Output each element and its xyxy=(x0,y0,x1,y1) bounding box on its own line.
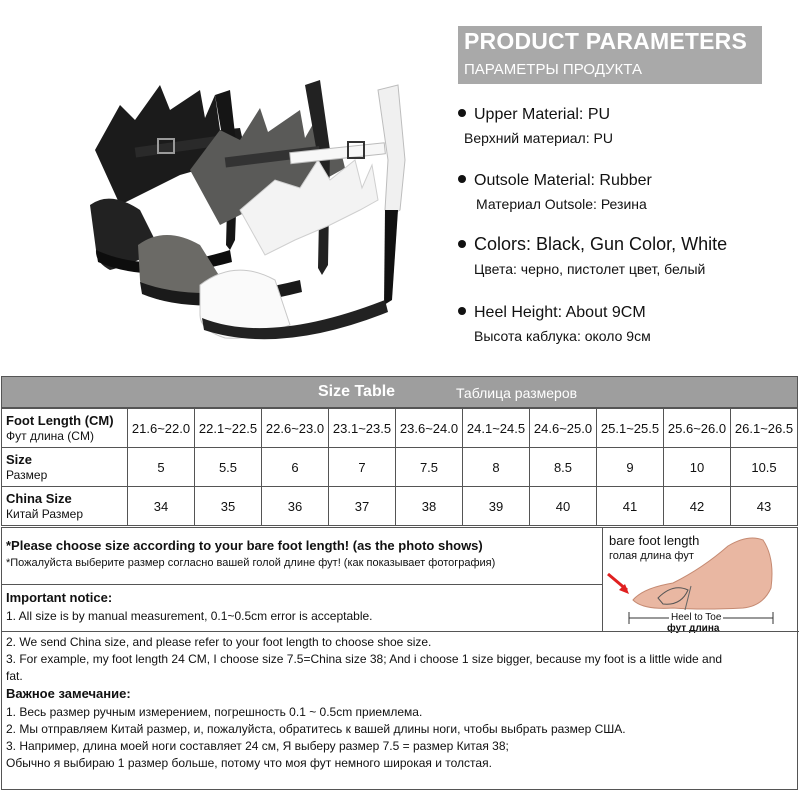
size-table-header xyxy=(1,376,798,408)
table-cell: 40 xyxy=(530,487,597,526)
important-1: 1. All size is by manual measurement, 0.1~0.5cm error is acceptable. xyxy=(6,609,373,623)
bullet-icon xyxy=(458,240,466,248)
spec-label-ru: Материал Outsole: Резина xyxy=(476,196,647,212)
table-cell: 26.1~26.5 xyxy=(731,409,798,448)
table-cell: 10.5 xyxy=(731,448,798,487)
table-row xyxy=(2,487,798,526)
table-cell: 24.1~24.5 xyxy=(463,409,530,448)
foot-label-ru: голая длина фут xyxy=(609,550,694,562)
choose-size-note: *Please choose size according to your bare foot length! (as the photo shows) xyxy=(6,538,483,553)
important-2: 2. We send China size, and please refer to your foot length to choose shoe size. xyxy=(6,635,432,649)
parameters-title: PRODUCT PARAMETERS xyxy=(464,28,748,54)
table-cell: 37 xyxy=(329,487,396,526)
parameters-subtitle: ПАРАМЕТРЫ ПРОДУКТА xyxy=(464,61,642,78)
bullet-icon xyxy=(458,175,466,183)
table-row xyxy=(2,409,798,448)
spec-label: Outsole Material: Rubber xyxy=(474,172,652,189)
table-cell: 10 xyxy=(664,448,731,487)
table-cell: 21.6~22.0 xyxy=(128,409,195,448)
important-ru-4: Обычно я выбираю 1 размер больше, потому что моя фут немного широкая и толстая. xyxy=(6,756,492,770)
table-cell: 9 xyxy=(597,448,664,487)
table-cell: 8.5 xyxy=(530,448,597,487)
table-cell: 23.1~23.5 xyxy=(329,409,396,448)
heel-to-toe-label-ru: фут длина xyxy=(667,623,720,634)
spec-outsole-material xyxy=(458,172,652,212)
table-cell: 35 xyxy=(195,487,262,526)
spec-label: Heel Height: About 9CM xyxy=(474,304,646,321)
choose-size-note-ru: *Пожалуйста выберите размер согласно вашей голой длине фут! (как показывает фотография) xyxy=(6,557,496,569)
table-cell: 36 xyxy=(262,487,329,526)
size-table-title: Size Table xyxy=(318,383,396,400)
spec-colors xyxy=(458,234,727,277)
table-cell: 34 xyxy=(128,487,195,526)
size-table xyxy=(1,376,798,526)
size-grid xyxy=(1,408,798,526)
table-cell: 8 xyxy=(463,448,530,487)
important-ru-1: 1. Весь размер ручным измерением, погрешность 0.1 ~ 0.5cm приемлема. xyxy=(6,705,423,719)
table-cell: 5.5 xyxy=(195,448,262,487)
notes-panel xyxy=(1,527,798,790)
table-cell: 41 xyxy=(597,487,664,526)
table-row xyxy=(2,448,798,487)
spec-label-ru: Цвета: черно, пистолет цвет, белый xyxy=(474,261,706,277)
important-ru-3: 3. Например, длина моей ноги составляет 24 см, Я выберу размер 7.5 = размер Китая 38; xyxy=(6,739,509,753)
bullet-icon xyxy=(458,307,466,315)
table-cell: 43 xyxy=(731,487,798,526)
spec-heel-height xyxy=(458,304,651,344)
table-cell: 24.6~25.0 xyxy=(530,409,597,448)
foot-measure-figure xyxy=(602,528,799,634)
table-cell: 22.1~22.5 xyxy=(195,409,262,448)
bullet-icon xyxy=(458,109,466,117)
foot-label: bare foot length xyxy=(609,533,700,548)
heel-to-toe-label: Heel to Toe xyxy=(671,612,722,623)
product-parameters-header xyxy=(458,26,762,84)
divider xyxy=(2,631,799,632)
row-label: China Size Китай Размер xyxy=(2,487,128,526)
row-label: Foot Length (CM) Фут длина (CM) xyxy=(2,409,128,448)
important-title-ru: Важное замечание: xyxy=(6,686,131,701)
size-table-title-ru: Таблица размеров xyxy=(456,385,578,401)
table-cell: 42 xyxy=(664,487,731,526)
divider xyxy=(2,584,602,585)
table-cell: 22.6~23.0 xyxy=(262,409,329,448)
table-cell: 6 xyxy=(262,448,329,487)
spec-upper-material xyxy=(458,106,613,146)
spec-label-ru: Высота каблука: около 9см xyxy=(474,328,651,344)
important-title: Important notice: xyxy=(6,590,113,605)
table-cell: 38 xyxy=(396,487,463,526)
spec-label-ru: Верхний материал: PU xyxy=(464,130,613,146)
table-cell: 25.1~25.5 xyxy=(597,409,664,448)
table-cell: 7.5 xyxy=(396,448,463,487)
spec-label: Upper Material: PU xyxy=(474,106,611,123)
note-top xyxy=(2,528,602,631)
spec-label: Colors: Black, Gun Color, White xyxy=(474,234,728,254)
important-3-cont: fat. xyxy=(6,669,23,683)
table-cell: 7 xyxy=(329,448,396,487)
table-cell: 5 xyxy=(128,448,195,487)
important-ru-2: 2. Мы отправляем Китай размер, и, пожалуйста, обратитесь к вашей длины ноги, чтобы выбрать размер США. xyxy=(6,722,626,736)
table-cell: 23.6~24.0 xyxy=(396,409,463,448)
table-cell: 25.6~26.0 xyxy=(664,409,731,448)
row-label: Size Размер xyxy=(2,448,128,487)
table-cell: 39 xyxy=(463,487,530,526)
important-3: 3. For example, my foot length 24 CM, I choose size 7.5=China size 38; And i choose 1 size bigger, because my foot is a little wide and xyxy=(6,652,723,666)
product-photo xyxy=(0,0,440,370)
